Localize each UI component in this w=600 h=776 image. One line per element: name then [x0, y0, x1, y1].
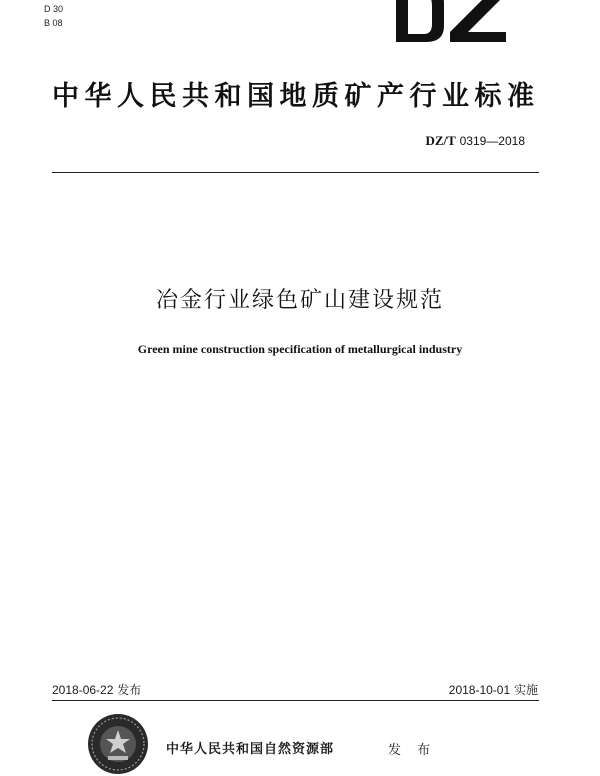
issue-date-suffix: 发布 [117, 683, 142, 697]
implementation-date-suffix: 实施 [513, 683, 538, 697]
issue-label: 发 布 [388, 743, 437, 758]
top-divider [52, 172, 539, 173]
national-emblem-seal-icon [86, 712, 150, 776]
issuing-authority: 中华人民共和国自然资源部 [166, 742, 335, 757]
ics-code-line-2: B 08 [44, 18, 63, 28]
standard-code: DZ/T [425, 133, 456, 148]
issue-date [52, 681, 141, 698]
bottom-divider [52, 700, 539, 701]
standard-category-title: 中华人民共和国地质矿产行业标准 [52, 81, 540, 112]
implementation-date [449, 681, 538, 698]
document-title-chinese: 冶金行业绿色矿山建设规范 [155, 288, 444, 313]
implementation-date-value: 2018-10-01 [448, 683, 511, 697]
standard-number [425, 133, 525, 149]
issue-date-value: 2018-06-22 [52, 683, 114, 697]
dz-logo-icon [392, 0, 512, 44]
document-title-english: Green mine construction specification of metallurgical industry [137, 342, 463, 356]
ics-classification [44, 2, 63, 30]
standard-number-value: 0319—2018 [459, 134, 525, 148]
ics-code-line-1: D 30 [44, 4, 64, 14]
